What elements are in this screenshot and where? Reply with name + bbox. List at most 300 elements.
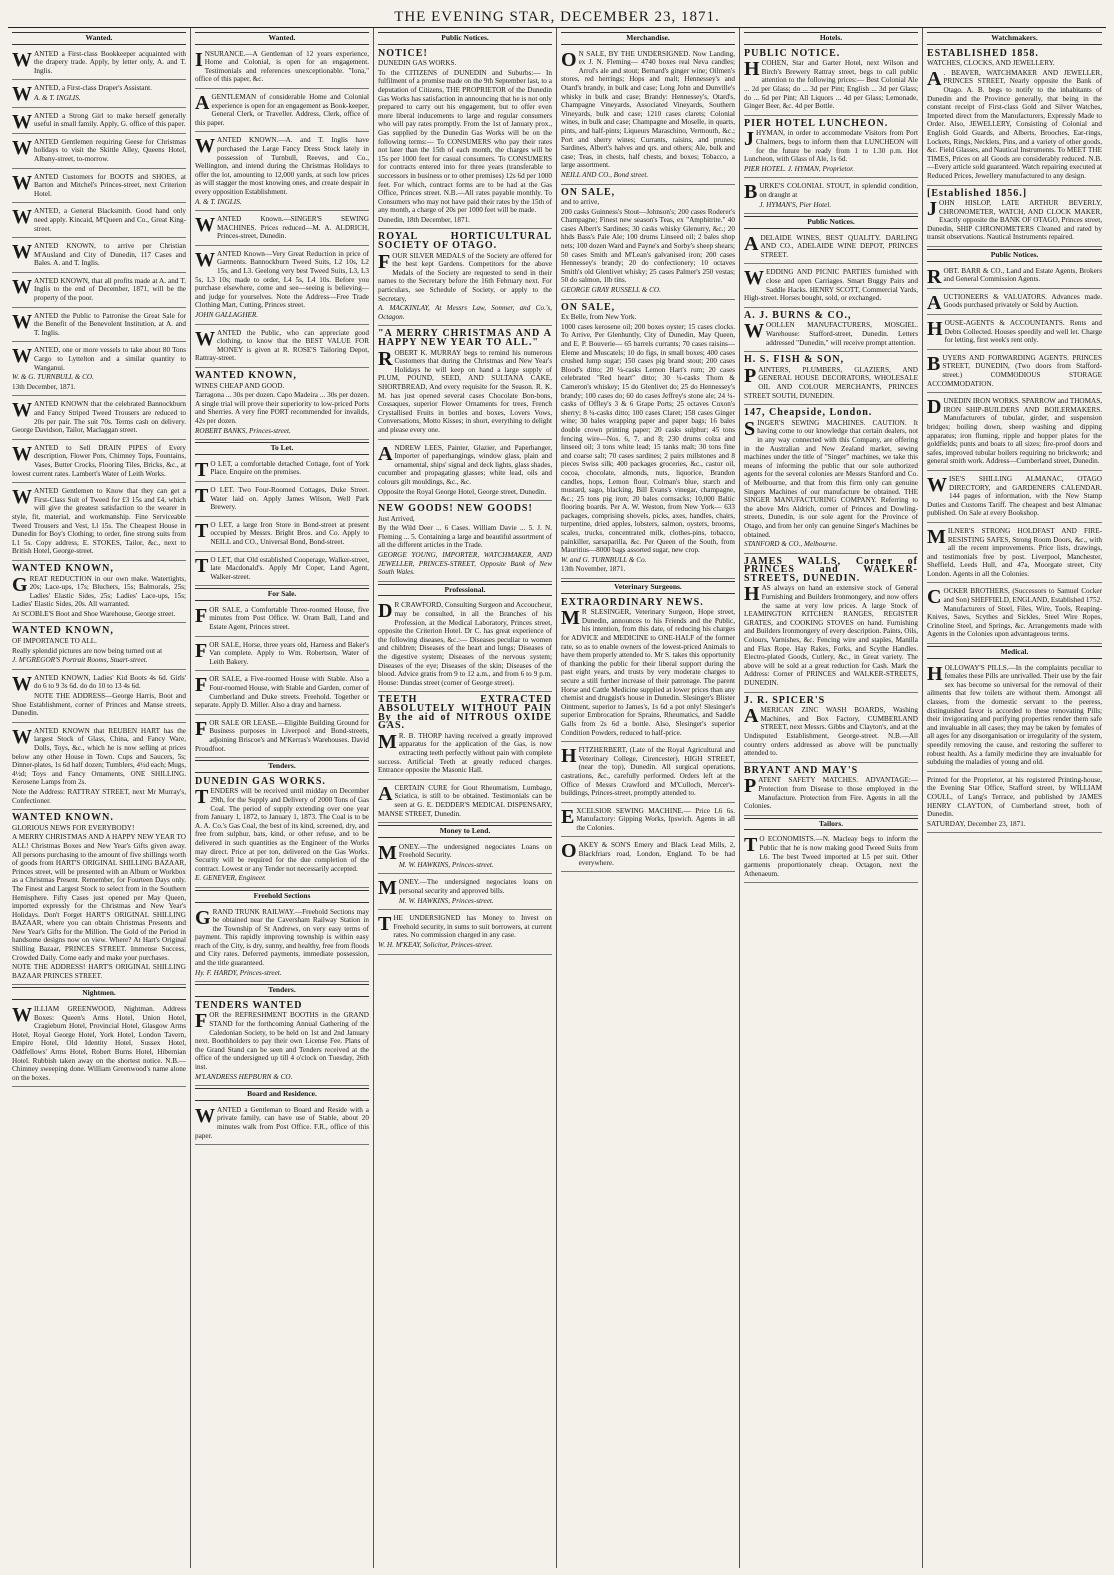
ad-text: REAT REDUCTION in our own make. Watertights, 20s; Lace-ups, 17s; Bluchers, 15s; Balmorals, 25s; Ladies' Elastic Sides, 25s; Ladies' Lace-ups, 15s; Ladies' Elastic Sides, 20s. All warranted. bbox=[12, 574, 186, 609]
advertisement bbox=[378, 694, 552, 779]
advertisement bbox=[561, 302, 735, 579]
ad-signature: A. & T. INGLIS. bbox=[34, 93, 81, 102]
drop-cap: R bbox=[378, 347, 393, 370]
ad-body bbox=[12, 400, 186, 434]
drop-cap: A bbox=[927, 67, 942, 90]
drop-cap: M bbox=[561, 607, 580, 630]
advertisement bbox=[12, 1003, 186, 1087]
ad-heading: PUBLIC NOTICE. bbox=[744, 47, 841, 59]
ad-text: FITZHERBERT, (Late of the Royal Agricultural and Veterinary College, Cirencester), HIGH STREET, (near the top), Dunedin. All surgical operations, castrations, &c., carefully performed. Orders left at the Office of Messrs Crawford and M'Culloch, Mercer's-buildings, Princes-street, promptly attended to. bbox=[561, 746, 735, 798]
columns bbox=[8, 28, 1106, 1568]
drop-cap: W bbox=[12, 136, 32, 159]
ad-footnote: Opposite the Royal George Hotel, George street, Dunedin. bbox=[378, 487, 547, 496]
ad-text: By the Wild Deer ... 6 Cases. William Davie ... 5. J. N. Fleming ... 5. Containing a large and beautiful assortment of all the different articles in the Trade. bbox=[378, 524, 552, 550]
ad-text: ATENT SAFETY MATCHES. ADVANTAGE:— Protection from Disease to those employed in the Manufacture. Protection from Fire. Agents in all the Colonies. bbox=[744, 776, 918, 811]
advertisement bbox=[378, 876, 552, 910]
ad-heading: DUNEDIN GAS WORKS. bbox=[195, 775, 326, 787]
drop-cap: B bbox=[744, 181, 758, 204]
ad-text: OUR SILVER MEDALS of the Society are offered for the best kept Gardens. Competitors for the above Medals of the Society are requested to send in their names to the Secretary before the 16th February next. For particulars, see Schedule of Society, or apply to the Secretary, bbox=[378, 251, 552, 303]
advertisement bbox=[12, 48, 186, 81]
ad-signature: ROBERT BANKS, Princes-street. bbox=[195, 426, 291, 435]
ad-text: ISE'S SHILLING ALMANAC, OTAGO DIRECTORY, and GARDENERS CALENDAR. 144 pages of information, with the New Stamp Duties and Customs Tariff. The cheapest and best Almanac published. On Sale at every Bookshop. bbox=[927, 474, 1102, 518]
advertisement bbox=[561, 187, 735, 300]
drop-cap: W bbox=[744, 267, 764, 290]
ad-heading: WANTED KNOWN. bbox=[12, 812, 114, 824]
drop-cap: E bbox=[561, 805, 575, 828]
ad-text: ANTED Customers for BOOTS and SHOES, at Barton and Mitchel's Princes-street, next Criterion Hotel. bbox=[34, 172, 186, 198]
advertisement bbox=[744, 354, 918, 405]
masthead: THE EVENING STAR, DECEMBER 23, 1871. bbox=[8, 6, 1106, 28]
drop-cap: W bbox=[195, 214, 215, 237]
drop-cap: W bbox=[12, 48, 32, 71]
drop-cap: A bbox=[195, 91, 210, 114]
ad-signature: A. & T. INGLIS. bbox=[195, 197, 242, 206]
ad-body bbox=[744, 706, 918, 758]
ad-text: ANTED a Gentleman to Board and Reside with a private family, can have use of Stable, about 20 minutes walk from Post Office. F.R., office of this paper. bbox=[195, 1105, 369, 1140]
ad-body bbox=[744, 129, 918, 163]
ad-text: EDDING AND PICNIC PARTIES furnished with close and open Carriages. Smart Buggy Pairs and Saddle Hacks. HENRY SCOTT, Commercial Yards, High-street. Horses bought, sold, or exchanged. bbox=[744, 268, 918, 303]
advertisement bbox=[744, 266, 918, 307]
ad-text: OR SALE OR LEASE.—Eligible Building Ground for Business purposes in Liverpool and Bond-streets, adjoining Briscoe's and M'Kerras's Warehouses. David Proudfoot. bbox=[195, 718, 369, 753]
drop-cap: A bbox=[927, 291, 942, 314]
drop-cap: W bbox=[195, 327, 215, 350]
ad-heading: ROYAL HORTICULTURAL SOCIETY OF OTAGO. bbox=[378, 231, 552, 252]
ad-body bbox=[927, 664, 1102, 767]
advertisement bbox=[561, 597, 735, 743]
ad-body bbox=[195, 50, 369, 84]
section-heading: Freehold Sections bbox=[195, 890, 369, 903]
section-heading: Money to Lend. bbox=[378, 825, 552, 838]
advertisement bbox=[927, 662, 1102, 772]
ad-body bbox=[561, 807, 735, 833]
advertisement bbox=[12, 563, 186, 624]
advertisement bbox=[195, 327, 369, 368]
drop-cap: W bbox=[12, 442, 32, 465]
ad-text: ANTED Known—Very Great Reduction in price of Garments. Bannockburn Tweed Suits, L2 10s, L2 15s, and L3. Geelong very best Tweed Suits, L3, L3 5s, L3 10s; made to order, L4 5s, L4 10s. Before you purchase elsewhere, come and see—seeing is believing—and judge for yourselves. Note the Address—Free Trade Clothing Mart, Cutting, Princes street. bbox=[195, 249, 369, 310]
ad-text: URKE'S COLONIAL STOUT, in splendid condition, on draught at bbox=[759, 182, 918, 199]
ad-text: ANTED KNOWN, to arrive per Christian M'Ausland and City of Dunedin, 117 Cases and Bales. A. and T. Inglis. bbox=[34, 242, 186, 268]
advertisement bbox=[195, 717, 369, 758]
advertisement bbox=[12, 136, 186, 169]
drop-cap: W bbox=[12, 486, 32, 509]
ad-footnote: 13th December, 1871. bbox=[12, 382, 76, 391]
ad-body bbox=[12, 647, 186, 656]
drop-cap: W bbox=[12, 399, 32, 422]
advertisement bbox=[195, 673, 369, 714]
ad-body bbox=[195, 1106, 369, 1140]
advertisement bbox=[378, 599, 552, 692]
ad-body bbox=[927, 69, 1102, 181]
section-heading: Public Notices. bbox=[927, 249, 1102, 262]
ad-text: ANTED KNOWN that REUBEN HART has the largest Stock of Glass, China, and Fancy Ware, Dolls, Toys, &c., which he is now selling at prices below any other House in Town. Cups and Saucers, 5s; Dinner-plates, 1s 6d half dozen; Tumblers, 4½d each; Mugs, 4½d; Toys and Fancy Ornaments, ONE SHILLING. Kerosene Lamps from 2s. bbox=[12, 726, 186, 787]
advertisement bbox=[195, 370, 369, 440]
drop-cap: T bbox=[195, 458, 209, 481]
ad-subheading: Just Arrived, bbox=[378, 514, 415, 523]
ad-body bbox=[12, 487, 186, 556]
column-6 bbox=[923, 28, 1106, 1568]
advertisement bbox=[744, 48, 918, 116]
ad-text: HYMAN, in order to accommodate Visitors from Port Chalmers, begs to inform them that LUNCHEON will for the future be ready from 1 to 1.30 p.m. Hot Luncheon, with Glass of Ale, 1s 6d. bbox=[744, 129, 918, 164]
drop-cap: T bbox=[195, 484, 209, 507]
drop-cap: W bbox=[195, 248, 215, 271]
section-heading: Nightmen. bbox=[12, 987, 186, 1000]
ad-body bbox=[12, 277, 186, 303]
advertisement bbox=[12, 275, 186, 308]
ad-body bbox=[561, 746, 735, 798]
ad-signature: W. and G. TURNBULL & Co. bbox=[561, 555, 647, 564]
drop-cap: A bbox=[378, 782, 393, 805]
advertisement bbox=[12, 82, 186, 107]
ad-body bbox=[195, 719, 369, 753]
advertisement bbox=[378, 912, 552, 954]
ad-body bbox=[195, 606, 369, 632]
ad-text: OHN HISLOP, LATE ARTHUR BEVERLY, CHRONOMETER, WATCH, AND CLOCK MAKER, Exactly opposite the BANK OF OTAGO, Princes street, Dunedin, SHIP CHRONOMETERS Cleaned and rated by transit observations. Nautical Instruments repaired. bbox=[927, 199, 1102, 242]
advertisement bbox=[12, 344, 186, 396]
ad-text: 200 casks Guinness's Stout—Johnson's; 200 cases Roderer's Champagne; Finest new season's Teas, ex "Amphitrite." 40 cases Albert's Sardines; 30 casks whisky Glenurry, &c.; 20 hhds Bass's Pale Ale; 100 drums Linseed oil; 2 bales shop nets; 100 dozen Ward and Payne's and Sorby's sheep shears; 50 cases Smith and M'Lean's galvanised iron; 200 cases Hennessey's brandy; 20 do confectionery; 10 octaves Smith's old Glenlivet whisky; 25 cases Palmer's 250 vestas; 50 do salmon, 1lb tins. bbox=[561, 207, 735, 285]
drop-cap: F bbox=[195, 604, 208, 627]
advertisement bbox=[12, 310, 186, 343]
advertisement bbox=[12, 672, 186, 723]
drop-cap: P bbox=[744, 775, 757, 798]
drop-cap: O bbox=[561, 840, 577, 863]
drop-cap: F bbox=[195, 674, 208, 697]
advertisement bbox=[195, 519, 369, 552]
drop-cap: H bbox=[744, 58, 760, 81]
drop-cap: F bbox=[378, 250, 391, 273]
ad-body bbox=[195, 329, 369, 363]
ad-signature: M. W. HAWKINS, Princes-street. bbox=[398, 860, 494, 869]
ad-signature: STANFORD & CO., Melbourne. bbox=[744, 540, 838, 549]
ad-footnote: At SCOBLE'S Boot and Shoe Warehouse, George street. bbox=[12, 609, 176, 618]
advertisement bbox=[195, 554, 369, 587]
drop-cap: W bbox=[12, 241, 32, 264]
section-heading: Tenders. bbox=[195, 760, 369, 773]
ad-body bbox=[744, 59, 918, 111]
advertisement bbox=[378, 782, 552, 823]
advertisement bbox=[744, 556, 918, 693]
advertisement bbox=[561, 744, 735, 803]
ad-body bbox=[744, 584, 918, 687]
ad-heading: PIER HOTEL LUNCHEON. bbox=[744, 117, 889, 129]
ad-text: ANTED Known.—SINGER'S SEWING MACHINES. Prices reduced—M. A. ALDRICH, Princes-street, Dunedin. bbox=[217, 215, 369, 241]
ad-text: O ECONOMISTS.—N. Macleay begs to inform the Public that he is now making good Tweed Suits from L6. The best Tweed imported at L5 per suit. Other garments proportionately cheap. Octagon, next the Athenaeum. bbox=[744, 835, 918, 878]
ad-signature: W. H. M'KEAY, Solicitor, Princes-street. bbox=[378, 941, 493, 950]
ad-body bbox=[561, 50, 735, 170]
ad-body bbox=[195, 458, 369, 481]
ad-heading: WANTED KNOWN, bbox=[12, 562, 114, 574]
ad-body bbox=[12, 833, 186, 962]
ad-body bbox=[744, 321, 918, 347]
advertisement bbox=[927, 473, 1102, 523]
drop-cap: F bbox=[195, 717, 208, 740]
advertisement bbox=[12, 442, 186, 483]
ad-heading: 147, Cheapside, London. bbox=[744, 407, 873, 419]
ad-signature: W. & G. TURNBULL & CO. bbox=[12, 373, 94, 382]
ad-text: 1000 cases kerosene oil; 200 boxes oyster; 15 cases clocks. To Arrive, Per Glenhuntly, City of Dunedin, May Queen, and E. P. Bouverie— 65 barrels currants; 70 cases raisins—Eleme and Muscatels; 10 do figs, in small boxes; 400 cases crushed lump sugar; 150 cases pig brand stout; 200 cases Blood's ditto; 20 ¼-casks Lemon Hart's rum; 20 cases celebrated "Red heart" ditto; 30 ¼-casks Thom & Cameron's whiskey; 15 do Glenlivet do; 25 do Hennessey's brandy; 100 cases do; 60 do cases Jeffrey's stone ale; 24 ¼-casks of Offley's 3 & 6 Grape Ports; 25 octaves Cuxon's sherry; 8 ¼-casks ditto; 100 cases Claret; 158 cases Ginger wine; 30 bales wrapping paper and paper bags; 16 bales double crown printing paper; 20 casks sulphur; 45 tons fencing wire—Nos. 6, 7, and 8; 230 drums colza and linseed oil; 3 tons white lead; 15 tanks malt; 30 tons fine and coarse salt; 70 cases sardines; 2 pairs millstones and 8 pieces Swiss silk; 400 packages groceries, &c., castor oil, cocoa, chocolate, almonds, nuts, liquorice, Brandon candles, hops, Lemon flour, Colman's blue, starch and mustard, sago, blacking, Bill Evans's vinegar, champagne, &c.; 25 tons pig iron; 20 bales cornsacks; 10,000 Baltic flooring boards. Per A. W. Weston, from New York— 633 packages, comprising shovels, picks, axes, handles, chairs, turpentine, dried apples, lobsters, salmon, oysters, brooms, scales, trucks, concentrated milk, clothes-pins, tobacco, painkiller, sarsaparilla, &c. Per Queen of the South, from Mauritius—8000 bags assorted sugar, new crop. bbox=[561, 322, 735, 555]
advertisement bbox=[744, 232, 918, 265]
ad-subheading: WINES CHEAP AND GOOD. bbox=[195, 381, 285, 390]
ad-body bbox=[927, 397, 1102, 466]
advertisement bbox=[378, 841, 552, 875]
ad-footnote: 13th November, 1871. bbox=[561, 565, 626, 574]
ad-body bbox=[927, 319, 1102, 345]
ad-body bbox=[561, 208, 735, 285]
ad-body bbox=[561, 323, 735, 555]
ad-signature: PIER HOTEL. J. HYMAN, Proprietor. bbox=[744, 164, 854, 173]
ad-heading: ESTABLISHED 1858. bbox=[927, 47, 1039, 59]
ad-body bbox=[378, 732, 552, 775]
ad-text: . BEAVER, WATCHMAKER AND JEWELLER, PRINCES STREET, Nearly opposite the Bank of Otago. A. B. begs to notify to the inhabitants of Dunedin and the Province generally, that being in the constant receipt of First-class Gold and Silver Watches, Imported direct from the Manufacturers, Expressly Made to Order. Also, JEWELLERY, Consisting of Colonial and English Gold Guards, and Alberts, Brooches, Ear-rings, Lockets, Rings, Necklets, Pins, and a variety of other goods, &c. Field Glasses, and Nautical Instruments. To MEET THE TIMES, Prices on all Goods are considerably reduced. N.B.—Every article sold guaranteed. Watch repairing executed at Reduced Prices, Jewellery manufactured to any design. bbox=[927, 68, 1102, 180]
advertisement bbox=[12, 485, 186, 561]
ad-body bbox=[195, 93, 369, 127]
ad-text: OLLOWAY'S PILLS.—In the complaints peculiar to females these Pills are unrivalled. Their use by the fair sex has become so universal for the removal of their ailments that few toilets are without them. Amongst all classes, from the domestic servant to the peeress, distinguished favor is accorded to these renovating Pills; their invigorating and purifying properties render them safe and invaluable in all cases; they may be taken by females of all ages for any disorganisation or irregularity of the system, speedily removing the cause, and restoring the sufferer to robust health. As a family medicine they are invaluable for subduing the maladies of young and old. bbox=[927, 663, 1102, 767]
drop-cap: H bbox=[561, 745, 577, 768]
column-2 bbox=[191, 28, 374, 1568]
ad-text: ANTED Gentlemen requiring Geese for Christmas holidays to visit the Skittle Alley, Queens Hotel, Albany-street, to-morrow. bbox=[34, 137, 186, 163]
ad-footnote: SATURDAY, December 23, 1871. bbox=[927, 819, 1026, 828]
ad-text: HE UNDERSIGNED has Money to Invest on Freehold security, in sums to suit borrowers, at current rates. No commission charged in any case. bbox=[393, 914, 552, 940]
drop-cap: G bbox=[12, 573, 28, 596]
advertisement bbox=[927, 352, 1102, 393]
section-heading: Merchandise. bbox=[561, 32, 735, 45]
advertisement bbox=[744, 833, 918, 883]
section-heading: Wanted. bbox=[195, 32, 369, 45]
ad-body bbox=[12, 138, 186, 164]
ad-text: ANTED Gentlemen to Know that they can get a First-Class Suit of Tweed for £3 15s and £4, which will give the greatest satisfaction to the wearer in style, fit, material, and workmanship. Fine Serviceable Tweed Trousers and Vest, Ll 15s. The Cheapest House in Dunedin for Boy's Clothing; to order, fine strong suits from L1 5s. Copy address, E. STOKES, Tailor, &c., next to British Hotel, George-street. bbox=[12, 487, 186, 556]
ad-text: OOLLEN MANUFACTURERS, MOSGIEL. Warehouse: Stafford-street, Dunedin. Letters addressed "Dunedin," will receive prompt attention. bbox=[766, 321, 918, 347]
ad-signature: NEILL AND CO., Bond street. bbox=[561, 170, 649, 179]
advertisement bbox=[12, 625, 186, 669]
drop-cap: J bbox=[927, 198, 937, 221]
ad-text: ILNER'S STRONG HOLDFAST AND FIRE-RESISTING SAFES, Strong Room Doors, &c., with all the recent improvements. Price lists, drawings, and testimonials free by post. Liverpool, Manchester, Sheffield, Leeds Hull, and 47a, Moorgate street, City London. Agents in all the Colonies. bbox=[927, 526, 1102, 578]
ad-body bbox=[378, 444, 552, 487]
column-3 bbox=[374, 28, 557, 1568]
ad-body bbox=[12, 312, 186, 338]
drop-cap: D bbox=[378, 600, 393, 623]
ad-text: ANTED, a First-class Draper's Assistant. bbox=[34, 84, 152, 93]
drop-cap: W bbox=[12, 206, 32, 229]
ad-text: R. B. THORP having received a greatly improved apparatus for the application of the Gas, is now extracting teeth perfectly without pain with complete success. Artificial Teeth at greatly reduced charges. Entrance opposite the Masonic Hall. bbox=[378, 731, 552, 775]
ad-text: A MERRY CHRISTMAS AND A HAPPY NEW YEAR TO ALL! Christmas Boxes and New Year's Gifts given away. All persons purchasing to the amount of five shillings worth of goods from HART'S ORIGINAL SHILLING BAZAAR, Princes street, will be presented with an Album or Workbox as a Christmas Present. Remember, for Fourteen Days only. The Finest and Largest Stock to select from in the Southern Hemisphere. Fifty Cases just opened per May Queen, imported expressly for the Christmas and New Year's Holidays. Don't Forget HART'S ORIGINAL SHILLING BAZAAR, where you can obtain Christmas Presents and New Year's Gifts for the Million. The Gold of the Period in handsome designs now on view. Where? At Hart's Original Shilling Bazaar, PRINCES STREET. Immense Success, Crowded Daily. Come early and make your purchases. bbox=[12, 833, 186, 962]
ad-body bbox=[744, 776, 918, 810]
ad-heading: NOTICE! bbox=[378, 47, 428, 59]
advertisement bbox=[927, 265, 1102, 289]
advertisement bbox=[12, 240, 186, 273]
advertisement bbox=[12, 725, 186, 810]
ad-text: ANTED the Public to Patronise the Great Sale for the Benefit of the Benevolent Institution, at A. and T. Inglis. bbox=[34, 311, 186, 337]
advertisement bbox=[195, 604, 369, 637]
ad-body bbox=[744, 234, 918, 260]
section-heading: Hotels. bbox=[744, 32, 918, 45]
advertisement bbox=[195, 906, 369, 983]
section-heading: Watchmakers. bbox=[927, 32, 1102, 45]
ad-body bbox=[744, 181, 918, 204]
ad-text: ANTED KNOWN, that all profits made at A. and T. Inglis to the end of December, 1871, will be the property of the poor. bbox=[34, 276, 186, 303]
ad-text: ANTED KNOWN that the celebrated Bannockburn and Fancy Striped Tweed Trousers are reduced to 20s per pair. The suit 70s. Terms cash on delivery. George Davidson, Tailor, Maclaggan street. bbox=[12, 400, 186, 435]
ad-text: ANTED, a General Blacksmith. Good hand only need apply. Kincaid, M'Queen and Co., Great King-street. bbox=[34, 207, 186, 233]
ad-body bbox=[378, 601, 552, 687]
ad-body bbox=[378, 252, 552, 304]
ad-heading: TEETH EXTRACTED ABSOLUTELY WITHOUT PAIN By the aid of NITROUS OXIDE GAS. bbox=[378, 694, 552, 732]
ad-heading: TENDERS WANTED bbox=[195, 999, 303, 1011]
ad-body bbox=[927, 291, 1102, 314]
advertisement bbox=[12, 812, 186, 985]
advertisement bbox=[12, 205, 186, 238]
ad-body bbox=[927, 199, 1102, 242]
section-heading: Medical. bbox=[927, 646, 1102, 659]
ad-heading: J. R. SPICER'S bbox=[744, 694, 826, 706]
ad-subheading: and to arrive, bbox=[561, 198, 600, 207]
advertisement bbox=[195, 1000, 369, 1086]
ad-text: MERICAN ZINC WASH BOARDS, Washing Machines, and Box Factory, CUMBERLAND STREET, next Messrs. Gibbs and Clayton's, and at the Undisputed Establishment, George-street. N.B.—All country orders addressed as above will be punctually attended to. bbox=[744, 706, 918, 758]
ad-subheading: OF IMPORTANCE TO ALL. bbox=[12, 637, 97, 646]
ad-heading: A. J. BURNS & CO., bbox=[744, 309, 852, 321]
drop-cap: W bbox=[12, 83, 32, 106]
ad-body bbox=[195, 521, 369, 547]
ad-footnote: NOTE THE ADDRESS—George Harris, Boot and Shoe Establishment, corner of Princes and Manse streets, Dunedin. bbox=[12, 692, 186, 718]
ad-text: ONEY.—The undersigned negociates loans on personal security and approved bills. bbox=[398, 878, 552, 896]
ad-signature: JOHN GALLAGHER. bbox=[195, 311, 259, 320]
ad-text: OUSE-AGENTS & ACCOUNTANTS. Rents and Debts Collected. Houses speedily and well let. Charge for letting, first week's rent only. bbox=[944, 319, 1102, 345]
drop-cap: R bbox=[927, 265, 942, 288]
drop-cap: M bbox=[927, 525, 946, 548]
advertisement bbox=[927, 525, 1102, 584]
drop-cap: T bbox=[744, 834, 758, 857]
ad-text: OR the REFRESHMENT BOOTHS in the GRAND STAND for the forthcoming Annual Gathering of the Caledonian Society, to be held on 1st and 2nd January next. Boothholders to pay their own License Fee. Plans of the Grand Stand can be seen and Tenders received at the office of the undersigned up till 4 o'clock on Tuesday, 26th inst. bbox=[195, 1011, 369, 1071]
advertisement bbox=[927, 774, 1102, 834]
ad-heading: "A MERRY CHRISTMAS AND A HAPPY NEW YEAR TO ALL." bbox=[378, 328, 552, 348]
advertisement bbox=[744, 407, 918, 554]
ad-text: ONEY.—The undersigned negociates Loans on Freehold Security. bbox=[398, 842, 552, 860]
ad-text: O LET, a comfortable detached Cottage, foot of York Place. Enquire on the premises. bbox=[210, 459, 369, 477]
drop-cap: W bbox=[195, 1104, 215, 1127]
section-heading: Public Notices. bbox=[378, 32, 552, 45]
ad-body bbox=[927, 587, 1102, 639]
ad-text: NSURANCE.—A Gentleman of 12 years experience, Home and Colonial, is open for an engagement. Testimonials and references unexceptionable. "Iona," office of this paper, &c. bbox=[195, 49, 369, 84]
ad-body bbox=[12, 207, 186, 233]
drop-cap: D bbox=[927, 396, 942, 419]
drop-cap: W bbox=[927, 473, 947, 496]
advertisement bbox=[195, 484, 369, 517]
column-4 bbox=[557, 28, 740, 1568]
advertisement bbox=[927, 188, 1102, 248]
section-heading: To Let. bbox=[195, 442, 369, 455]
ad-text: R SLESINGER, Veterinary Surgeon, Hope street, Dunedin, announces to his Friends and the Public, his intention, from this date, of reducing his charges for ADVICE and MEDICINE to ONE-HALF of the former rate, so as to enable owners of the lowest-priced Animals to have them properly attended to. Mr S. takes this opportunity of thanking the public for their liberal support during the past eight years, and trusts by very moderate charges to secure a still further increase of their patronage. The parent Horse and Cattle Medicine supplied at lower prices than any chemist and druggist's house in Dunedin. Slesinger's Blister Ointment, superior to James's, 1s 6d a pot only! Slesinger's superior Embrocation for Sprains, Rheumatics, and Saddle Galls from 2s 6d a bottle. Also, Slesinger's superior Condition Powders, reduced to half-price. bbox=[561, 608, 735, 737]
drop-cap: A bbox=[744, 705, 759, 728]
drop-cap: H bbox=[927, 662, 943, 685]
advertisement bbox=[744, 118, 918, 179]
drop-cap: H bbox=[744, 583, 760, 606]
ad-heading: WANTED KNOWN, bbox=[195, 370, 297, 381]
ad-text: R CRAWFORD, Consulting Surgeon and Accoucheur, may be consulted, in all the Branches of his Profession, at the Medical Laboratory, Princes street, opposite the Criterion Hotel. Dr C. has great experience of the following diseases, &c.:— Diseases peculiar to women and children; Diseases of the heart and lungs; Diseases of the digestive system; Diseases of the nervous system; Diseases of the eye; Diseases of the skin; Diseases of the blood. Advice gratis from 9 to 12 a.m., and from 6 to 9 p.m. House: Dundas street (corner of George street). bbox=[378, 601, 552, 687]
ad-footnote: Note the Address: RATTRAY STREET, next Mr Murray's, Confectioner. bbox=[12, 787, 186, 805]
advertisement bbox=[561, 48, 735, 185]
ad-heading: ON SALE, bbox=[561, 186, 616, 198]
ad-text: OBT. BARR & CO., Land and Estate Agents, Brokers and General Commission Agents. bbox=[943, 266, 1102, 284]
drop-cap: W bbox=[12, 1004, 32, 1027]
drop-cap: I bbox=[195, 48, 203, 71]
drop-cap: M bbox=[378, 877, 397, 900]
ad-body bbox=[195, 215, 369, 241]
advertisement bbox=[927, 585, 1102, 644]
ad-body bbox=[195, 641, 369, 667]
ad-heading: ON SALE, bbox=[561, 301, 616, 313]
advertisement bbox=[12, 398, 186, 439]
advertisement bbox=[195, 639, 369, 672]
ad-body bbox=[12, 575, 186, 609]
ad-text: CERTAIN CURE for Gout Rheumatism, Lumbago, Sciatica, is still to be obtained. Testimonials can be seen at G. E. DEDDER'S MEDICAL DISPENSARY, MANSE STREET, Dunedin. bbox=[378, 783, 552, 818]
section-heading: Board and Residence. bbox=[195, 1088, 369, 1101]
ad-heading: [Established 1856.] bbox=[927, 187, 1028, 199]
ad-text: AKEY & SON'S Emery and Black Lead Mills, 2, Blackfriars road, London, England. To be had everywhere. bbox=[578, 841, 735, 867]
ad-body bbox=[378, 524, 552, 550]
section-heading: Public Notices. bbox=[744, 216, 918, 229]
section-heading: Veterinary Surgeons. bbox=[561, 581, 735, 594]
ad-subheading: Ex Belle, from New York. bbox=[561, 313, 637, 322]
ad-body bbox=[12, 110, 186, 133]
ad-subheading: DUNEDIN GAS WORKS. bbox=[378, 59, 457, 68]
advertisement bbox=[195, 776, 369, 888]
drop-cap: W bbox=[12, 110, 32, 133]
drop-cap: F bbox=[195, 639, 208, 662]
ad-text: UYERS AND FORWARDING AGENTS. PRINCES STREET, DUNEDIN, (Two doors from Stafford-street.) COMMODIOUS STORAGE ACCOMMODATION. bbox=[927, 353, 1102, 388]
drop-cap: A bbox=[378, 442, 393, 465]
ad-text: ANTED a Strong Girl to make herself generally useful in small family. Apply, G. office of this paper. bbox=[34, 111, 186, 129]
ad-text: ANTED to Sell DRAIN PIPES of Every description, Flower Pots, Chimney Tops, Fountains, Vases, Butter Crocks, Flooring Tiles, Bricks, &c., at lowest current rates. Lambert's Water of Leith Works. bbox=[12, 443, 186, 478]
ad-body bbox=[927, 475, 1102, 518]
ad-signature: A. MACKINLAY, At Messrs Law, Somner, and Co.'s, Octagon. bbox=[378, 304, 552, 321]
ad-heading: NEW GOODS! NEW GOODS! bbox=[378, 503, 533, 515]
ad-text: OCKER BROTHERS, (Successors to Samuel Cocker and Son) SHEFFIELD, ENGLAND, Established 1752. Manufacturers of Steel, Files, Wire, Tools, Reaping-Knives, Saws, Scythes and Sickles, Steel Wire Ropes, Crinoline Steel, and Springs, &c. Arrangements made with Agents in the Colonies upon advantageous terms. bbox=[927, 587, 1102, 639]
ad-text: COHEN, Star and Garter Hotel, next Wilson and Birch's Brewery Rattray street, begs to call public attention to the following prices:— Best Colonial Ale ... 2d per Glass; do ... 3d per Pint; English ... 3d per Glass; do ... 6d per Pint; All Liquors ... 4d per Glass; Lemonade, Ginger Beer, &c. 4d per Bottle. bbox=[744, 59, 918, 111]
drop-cap: W bbox=[12, 345, 32, 368]
drop-cap: G bbox=[195, 906, 211, 929]
ad-body bbox=[195, 787, 369, 873]
ad-body bbox=[927, 265, 1102, 288]
ad-signature: GEORGE GRAY RUSSELL & CO. bbox=[561, 286, 661, 295]
ad-signature: E. GENEVER, Engineer. bbox=[195, 874, 266, 883]
ad-subheading: GLORIOUS NEWS FOR EVERYBODY! bbox=[12, 823, 135, 832]
advertisement bbox=[744, 310, 918, 352]
ad-text: INGER'S SEWING MACHINES. CAUTION. It having come to our knowledge that certain dealers, not in any way connected with this Company, are offering in the Australian and New Zealand market, sewing machines under the title of "Singer" machines, we take this means of informing the public that our sole authorized agents for the several colonies are Messrs Stanford and Co. of Melbourne, and that from this firm only can genuine Singers Machines of our manufacture be obtained. THE SINGER MANUFACTURING COMPANY. Referring to the above Mrs Aldrich, corner of Princes and Dowling-streets, Dunedin, is our sole agent for the Province of Otago, and from her only can genuine Singer's Machines be obtained. bbox=[744, 418, 918, 539]
ad-body bbox=[744, 835, 918, 878]
ad-body bbox=[744, 419, 918, 539]
column-1 bbox=[8, 28, 191, 1568]
advertisement bbox=[12, 110, 186, 134]
ad-body bbox=[195, 391, 369, 425]
drop-cap: W bbox=[195, 135, 215, 158]
ad-text: OBERT K. MURRAY begs to remind his numerous Customers that during the Christmas and New Year's Holidays he will keep on hand a large supply of PLUM, POUND, SEED, AND SULTANA CAKE, SHORTBREAD, And every requisite for the Season. R. K. M. has just opened several cases Chocolate Bon-bons, Cossaques, superior Flower Ornaments for trees, French Crystallised Fruits in bottles and boxes, Lovers Vows, Conversations, Motto Kisses; in short, everything to delight and please every one. bbox=[378, 348, 552, 434]
ad-footnote: NOTE THE ADDRESS! HART'S ORIGINAL SHILLING BAZAAR PRINCES STREET. bbox=[12, 963, 186, 980]
advertisement bbox=[744, 765, 918, 816]
advertisement bbox=[378, 48, 552, 230]
ad-heading: JAMES WALLS, Corner of PRINCES and WALKER-STREETS, DUNEDIN. bbox=[744, 555, 918, 584]
ad-footnote: Dunedin, 18th December, 1871. bbox=[378, 215, 470, 224]
drop-cap: W bbox=[12, 171, 32, 194]
ad-text: ANTED, one or more vessels to take about 80 Tons Cargo to Lyttelton and a similar quantity to Wanganui. bbox=[34, 346, 186, 372]
advertisement bbox=[12, 171, 186, 204]
ad-text: O LET. Two Four-Roomed Cottages, Duke Street. Water laid on. Apply James Wilson, Well Park Brewery. bbox=[210, 485, 369, 512]
section-heading: Wanted. bbox=[12, 32, 186, 45]
section-heading: Professional. bbox=[378, 584, 552, 597]
ad-heading: H. S. FISH & SON, bbox=[744, 354, 845, 366]
drop-cap: W bbox=[12, 725, 32, 748]
ad-text: O LET, a large Iron Store in Bond-street at present occupied by Messrs. Bright Bros. and Co. Apply to NEILL and CO., Universal Bond, Bond-street. bbox=[210, 520, 369, 546]
drop-cap: M bbox=[378, 841, 397, 864]
ad-signature: Hy. F. HARDY, Princes-street. bbox=[195, 968, 282, 977]
advertisement bbox=[927, 395, 1102, 471]
ad-body bbox=[927, 776, 1102, 819]
